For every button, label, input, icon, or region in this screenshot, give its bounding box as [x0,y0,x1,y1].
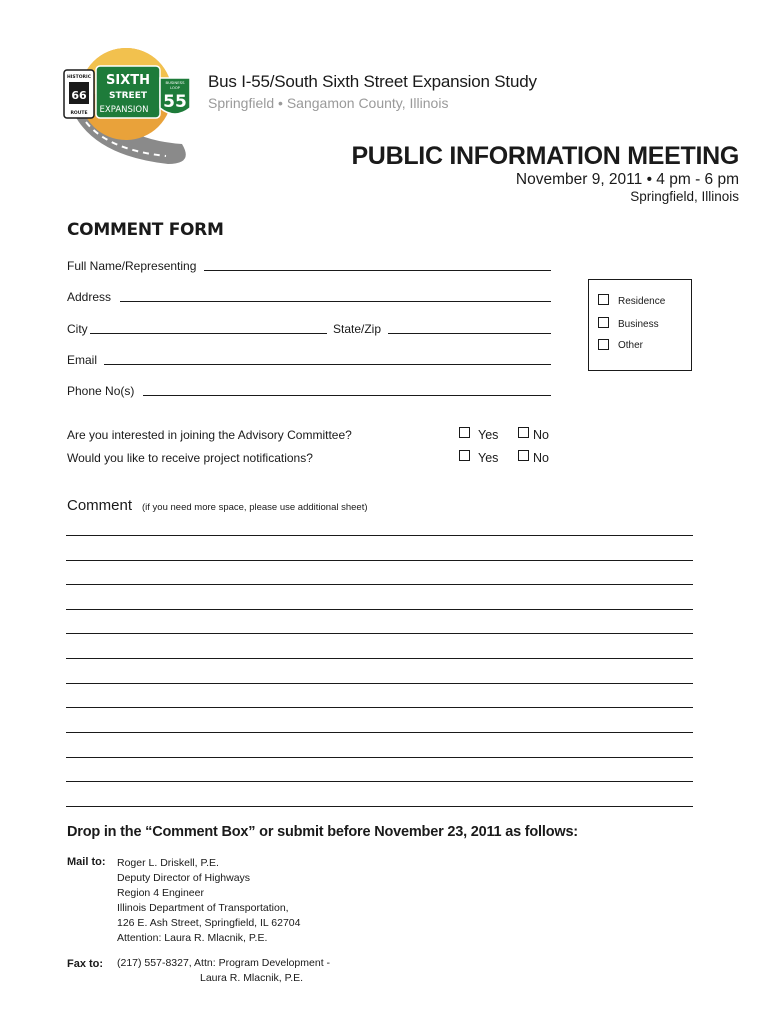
fax-line: Laura R. Mlacnik, P.E. [200,972,304,984]
email-field[interactable] [104,364,551,365]
project-logo [56,44,206,168]
full-name-label: Full Name/Representing [67,259,197,273]
fax-line: (217) 557-8327, Attn: Program Development - [117,957,331,969]
comment-line[interactable] [66,535,693,536]
notifications-no-checkbox[interactable] [518,450,529,461]
logo-route-bottom: ROUTE [70,111,88,116]
address-field[interactable] [120,301,551,302]
notifications-question: Would you like to receive project notifications? [67,451,313,465]
address-label: Address [67,290,112,304]
mail-line: Roger L. Driskell, P.E. [117,857,219,869]
state-zip-field[interactable] [388,333,551,334]
comment-line[interactable] [66,806,693,807]
comment-line[interactable] [66,707,693,708]
residence-label: Residence [618,296,666,307]
logo-route-number: 66 [71,89,87,102]
advisory-yes-label: Yes [478,428,499,442]
comment-line[interactable] [66,683,693,684]
meeting-title: PUBLIC INFORMATION MEETING [351,142,739,170]
notifications-no-label: No [533,451,549,465]
logo-shield-small: LOOP [170,86,180,90]
meeting-place: Springfield, Illinois [630,189,739,204]
advisory-no-checkbox[interactable] [518,427,529,438]
meeting-date: November 9, 2011 • 4 pm - 6 pm [515,171,739,188]
comment-line[interactable] [66,609,693,610]
business-checkbox[interactable] [598,317,609,328]
mail-line: Attention: Laura R. Mlacnik, P.E. [117,932,268,944]
residence-checkbox[interactable] [598,294,609,305]
full-name-field[interactable] [204,270,551,271]
logo-shield-number: 55 [163,92,187,112]
mail-line: Deputy Director of Highways [117,872,251,884]
advisory-yes-checkbox[interactable] [459,427,470,438]
comment-line[interactable] [66,732,693,733]
mail-to-label: Mail to: [67,856,106,868]
form-title: COMMENT FORM [67,220,224,240]
comment-hint: (if you need more space, please use additional sheet) [142,502,368,513]
comment-line[interactable] [66,757,693,758]
mail-line: 126 E. Ash Street, Springfield, IL 62704 [117,917,301,929]
mail-line: Region 4 Engineer [117,887,204,899]
study-title: Bus I-55/South Sixth Street Expansion Study [208,72,537,91]
submission-instruction: Drop in the “Comment Box” or submit before November 23, 2011 as follows: [67,824,578,840]
city-field[interactable] [90,333,327,334]
comment-line[interactable] [66,633,693,634]
phone-label: Phone No(s) [67,384,135,398]
notifications-yes-checkbox[interactable] [459,450,470,461]
advisory-no-label: No [533,428,549,442]
notifications-yes-label: Yes [478,451,499,465]
logo-sign-bottom: EXPANSION [99,105,149,115]
comment-label: Comment [67,497,133,514]
logo-shield-top: BUSINESS [165,80,185,85]
logo-sign-top: SIXTH [106,73,150,88]
fax-to-label: Fax to: [67,958,104,970]
other-label: Other [618,340,644,351]
comment-line[interactable] [66,560,693,561]
other-checkbox[interactable] [598,339,609,350]
logo-route-top: HISTORIC [66,75,92,80]
city-label: City [67,322,88,336]
advisory-question: Are you interested in joining the Advisory Committee? [67,428,352,442]
business-label: Business [618,319,659,330]
comment-line[interactable] [66,658,693,659]
state-zip-label: State/Zip [333,322,382,336]
phone-field[interactable] [143,395,551,396]
comment-line[interactable] [66,781,693,782]
email-label: Email [67,353,98,367]
comment-line[interactable] [66,584,693,585]
mail-line: Illinois Department of Transportation, [117,902,289,914]
logo-sign-mid: STREET [109,91,147,101]
study-subtitle: Springfield • Sangamon County, Illinois [208,95,449,111]
